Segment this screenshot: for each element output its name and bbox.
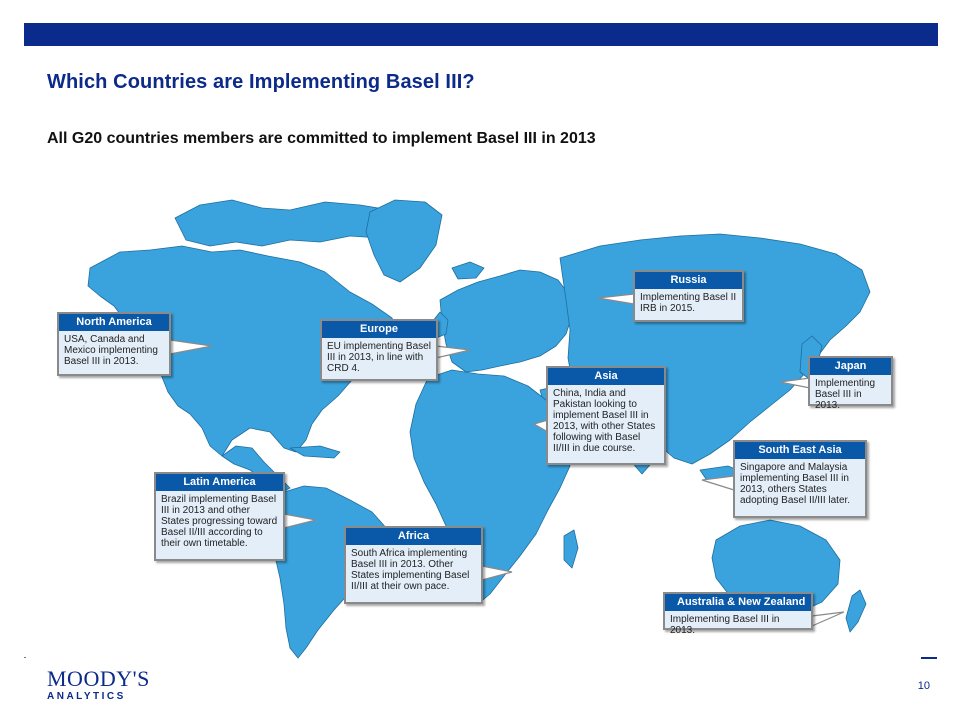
footer-rule-right — [921, 657, 937, 659]
callout-australia-nz-text: Implementing Basel III in 2013. — [670, 614, 780, 636]
callout-latin-america-text: Brazil implementing Basel III in 2013 and other States progressing toward Basel II/III according to their own timetable. — [161, 494, 278, 549]
callout-north-america — [57, 312, 171, 376]
callout-asia — [546, 366, 666, 465]
callout-north-america-title: North America — [59, 314, 169, 331]
pointer-africa — [482, 566, 512, 580]
callout-africa — [344, 526, 483, 604]
page-number: 10 — [917, 680, 930, 692]
callout-south-east-asia — [733, 440, 867, 518]
footer-rule-left — [24, 657, 26, 658]
callout-japan-text: Implementing Basel III in 2013. — [815, 378, 876, 411]
logo-tagline: ANALYTICS — [47, 691, 126, 702]
callout-south-east-asia-title: South East Asia — [735, 442, 865, 459]
pointer-europe — [436, 346, 470, 358]
moodys-analytics-logo — [47, 668, 150, 704]
logo-name: MOODY'S — [47, 666, 150, 691]
callout-europe-text: EU implementing Basel III in 2013, in line with CRD 4. — [327, 341, 431, 374]
callout-russia-title: Russia — [635, 272, 742, 289]
page-title: Which Countries are Implementing Basel III? — [47, 71, 475, 93]
callout-australia-nz-title: Australia & New Zealand — [665, 594, 811, 611]
callout-south-east-asia-text: Singapore and Malaysia implementing Basel III in 2013, others States adopting Basel II/III later. — [740, 462, 851, 506]
page-subtitle: All G20 countries members are committed to implement Basel III in 2013 — [47, 130, 596, 147]
pointer-russia — [598, 294, 634, 304]
callout-asia-text: China, India and Pakistan looking to implement Basel III in 2013, with other States following with Basel II/III in due course. — [553, 388, 656, 454]
callout-africa-title: Africa — [346, 528, 481, 545]
callout-latin-america — [154, 472, 285, 561]
callout-japan-title: Japan — [810, 358, 891, 375]
pointer-australia-nz — [812, 612, 844, 626]
callout-australia-nz — [663, 592, 813, 636]
callout-africa-text: South Africa implementing Basel III in 2013. Other States implementing Basel II/III at their own pace. — [351, 548, 470, 592]
callout-russia — [633, 270, 744, 322]
callout-asia-title: Asia — [548, 368, 664, 385]
callout-europe — [320, 319, 438, 381]
callout-russia-text: Implementing Basel II IRB in 2015. — [640, 292, 737, 314]
callout-north-america-text: USA, Canada and Mexico implementing Basel III in 2013. — [64, 334, 158, 367]
callout-latin-america-title: Latin America — [156, 474, 283, 491]
callout-japan — [808, 356, 893, 411]
pointer-japan — [780, 378, 810, 388]
pointer-south-east-asia — [702, 476, 734, 490]
pointer-north-america — [170, 340, 212, 354]
callout-europe-title: Europe — [322, 321, 436, 338]
pointer-latin-america — [284, 514, 316, 528]
